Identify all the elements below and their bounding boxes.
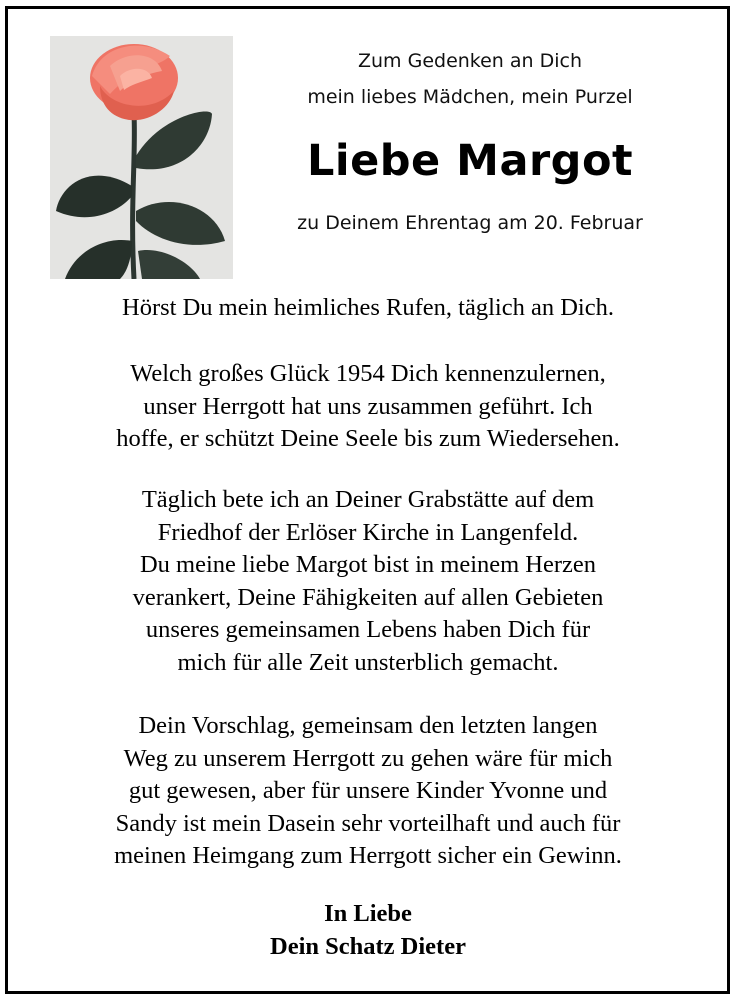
text-line: meinen Heimgang zum Herrgott sicher ein Gewinn. xyxy=(114,842,622,869)
text-line: Welch großes Glück 1954 Dich kennenzulernen, xyxy=(130,360,606,387)
text-line: Täglich bete ich an Deiner Grabstätte auf dem xyxy=(141,486,595,513)
rose-icon xyxy=(50,36,233,279)
paragraph-4 xyxy=(20,710,716,873)
text-line: unseres gemeinsamen Lebens haben Dich für xyxy=(145,616,591,643)
page-title: Liebe Margot xyxy=(306,136,634,186)
date-line: zu Deinem Ehrentag am 20. Februar xyxy=(297,212,643,234)
dedication-line: Zum Gedenken an Dich xyxy=(357,50,583,72)
paragraph-2 xyxy=(20,358,716,456)
rose-image xyxy=(50,36,233,279)
paragraph-1 xyxy=(20,292,716,325)
paragraph-3 xyxy=(20,484,716,679)
text-line: Hörst Du mein heimliches Rufen, täglich an Dich. xyxy=(122,294,614,321)
text-line: Friedhof der Erlöser Kirche in Langenfeld. xyxy=(157,518,579,546)
text-line: Du meine liebe Margot bist in meinem Herzen xyxy=(139,551,597,578)
text-line: Weg zu unserem Herrgott zu gehen wäre für mich xyxy=(123,744,613,772)
text-line: gut gewesen, aber für unsere Kinder Yvonne und xyxy=(128,777,608,804)
text-line: Dein Vorschlag, gemeinsam den letzten langen xyxy=(138,712,598,739)
text-line: hoffe, er schützt Deine Seele bis zum Wiedersehen. xyxy=(116,425,620,452)
signature-line-1: In Liebe xyxy=(324,900,412,927)
signature xyxy=(20,898,716,963)
text-line: unser Herrgott hat uns zusammen geführt. Ich xyxy=(143,392,593,420)
text-line: verankert, Deine Fähigkeiten auf allen Gebieten xyxy=(132,583,604,611)
text-line: Sandy ist mein Dasein sehr vorteilhaft und auch für xyxy=(115,809,621,837)
text-line: mich für alle Zeit unsterblich gemacht. xyxy=(177,648,559,676)
signature-line-2: Dein Schatz Dieter xyxy=(270,932,466,960)
dedication-subline: mein liebes Mädchen, mein Purzel xyxy=(307,86,633,108)
